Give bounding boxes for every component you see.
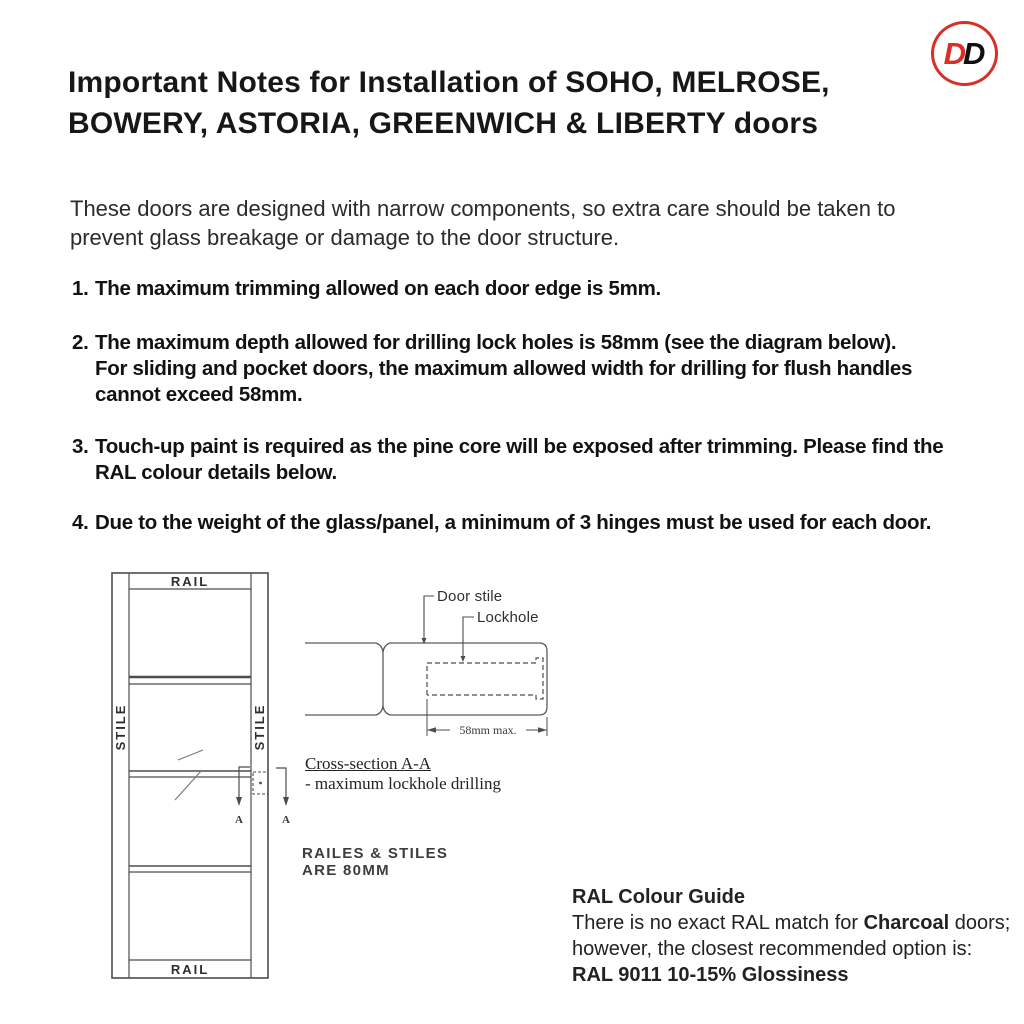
note-number: 1. xyxy=(72,277,89,300)
ral-guide-line-1-pre: There is no exact RAL match for xyxy=(572,912,864,934)
ral-guide-line-1 xyxy=(572,910,1010,936)
glass-pane-marks xyxy=(175,750,203,800)
dd-logo-letter-1: D xyxy=(943,35,963,71)
ral-colour-guide xyxy=(572,884,1010,988)
rail-bottom-label: RAIL xyxy=(170,962,210,977)
intro-paragraph xyxy=(70,194,895,252)
note-text: RAL colour details below. xyxy=(95,461,337,484)
ral-guide-charcoal: Charcoal xyxy=(863,912,950,934)
rails-stiles-note-line-2: ARE 80MM xyxy=(302,862,390,879)
note-item-1 xyxy=(72,276,661,302)
door-elevation-diagram xyxy=(105,565,300,985)
ral-guide-line-1-post: doors; xyxy=(949,912,1011,934)
note-item-2 xyxy=(72,330,912,408)
page-title-line-1: Important Notes for Installation of SOHO, MELROSE, xyxy=(68,66,830,99)
cross-section-shape xyxy=(305,643,547,715)
note-text: The maximum trimming allowed on each door edge is 5mm. xyxy=(95,277,661,300)
note-item-4 xyxy=(72,510,931,536)
page-title-line-2: BOWERY, ASTORIA, GREENWICH & LIBERTY doors xyxy=(68,107,819,140)
dd-logo-letter-2: D xyxy=(963,35,983,71)
note-text: Due to the weight of the glass/panel, a minimum of 3 hinges must be used for each door. xyxy=(95,511,932,534)
section-arrowheads xyxy=(236,797,289,806)
ral-guide-ral-code: RAL 9011 10-15% Glossiness xyxy=(572,964,849,986)
rails-stiles-note-line-1: RAILES & STILES xyxy=(302,845,449,862)
dimension-58mm-label: 58mm max. xyxy=(459,723,517,737)
door-outline xyxy=(112,573,268,978)
stile-left-label: STILE xyxy=(113,703,128,751)
note-number: 3. xyxy=(72,435,89,458)
ral-guide-title: RAL Colour Guide xyxy=(572,886,745,908)
note-text: Touch-up paint is required as the pine core will be exposed after trimming. Please find the xyxy=(95,435,944,458)
stile-right-label: STILE xyxy=(252,703,267,751)
cross-section-caption xyxy=(305,754,501,794)
rails-stiles-note xyxy=(302,845,448,879)
note-number: 2. xyxy=(72,331,89,354)
lockhole-callout-label: Lockhole xyxy=(477,609,539,626)
note-number: 4. xyxy=(72,511,89,534)
cross-section-caption-title: Cross-section A-A xyxy=(305,754,432,773)
door-stile-callout-label: Door stile xyxy=(437,588,503,605)
lockhole-position-marker xyxy=(253,772,268,794)
door-rails-lines xyxy=(129,589,251,960)
lockhole-dashed-outline xyxy=(427,658,543,699)
page-title xyxy=(68,62,830,144)
section-marker-a-right: A xyxy=(282,814,290,826)
intro-line-2: prevent glass breakage or damage to the door structure. xyxy=(70,225,620,250)
ral-guide-line-2: however, the closest recommended option is: xyxy=(572,938,973,960)
cross-section-diagram xyxy=(300,580,560,745)
note-item-3 xyxy=(72,434,943,486)
intro-line-1: These doors are designed with narrow components, so extra care should be taken to xyxy=(70,196,896,221)
dd-logo xyxy=(931,21,998,86)
dd-logo-text xyxy=(944,36,986,72)
note-text: The maximum depth allowed for drilling lock holes is 58mm (see the diagram below). xyxy=(95,331,897,354)
callout-leader-lines xyxy=(424,596,474,656)
note-text: cannot exceed 58mm. xyxy=(95,383,303,406)
callout-arrowheads xyxy=(422,638,466,662)
cross-section-caption-subtitle: - maximum lockhole drilling xyxy=(305,774,501,793)
rail-top-label: RAIL xyxy=(170,574,210,589)
section-marker-a-left: A xyxy=(235,814,243,826)
note-text: For sliding and pocket doors, the maximum allowed width for drilling for flush handles xyxy=(95,357,913,380)
